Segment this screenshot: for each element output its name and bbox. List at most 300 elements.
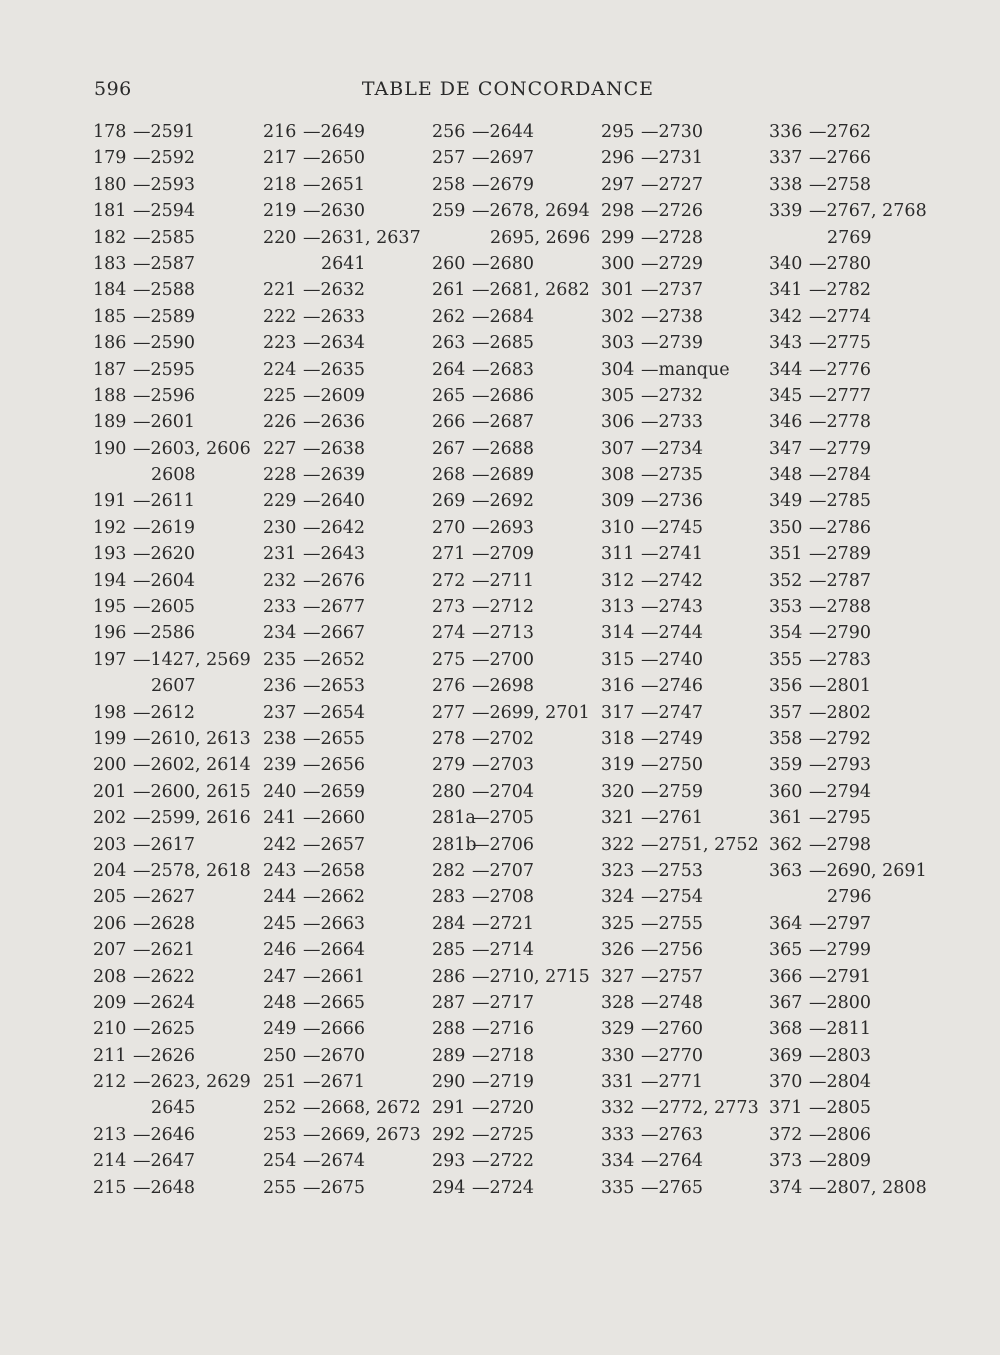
concordance-value: —2788 bbox=[809, 597, 872, 618]
entry-number: 240 bbox=[263, 781, 297, 802]
concordance-entry bbox=[432, 462, 590, 488]
concordance-entry bbox=[93, 594, 251, 620]
entry-number: 199 bbox=[93, 728, 127, 749]
concordance-value: —2657 bbox=[303, 834, 366, 855]
entry-number: 227 bbox=[263, 438, 297, 459]
entry-number: 372 bbox=[769, 1124, 803, 1145]
concordance-entry bbox=[93, 198, 251, 224]
concordance-value: —2730 bbox=[641, 122, 704, 142]
concordance-entry bbox=[93, 884, 251, 910]
entry-number: 361 bbox=[769, 808, 803, 829]
concordance-entry bbox=[769, 357, 927, 383]
entry-number: 178 bbox=[93, 122, 127, 142]
concordance-value: —2665 bbox=[303, 992, 366, 1013]
entry-number: 243 bbox=[263, 860, 297, 881]
entry-number: 303 bbox=[601, 333, 635, 354]
concordance-entry bbox=[432, 198, 590, 224]
concordance-entry bbox=[93, 1016, 251, 1042]
concordance-value: —2639 bbox=[303, 465, 366, 486]
entry-number: 317 bbox=[601, 702, 635, 723]
concordance-column-3 bbox=[432, 119, 590, 1201]
concordance-value: —2753 bbox=[641, 860, 704, 881]
concordance-entry bbox=[769, 383, 927, 409]
entry-number: 318 bbox=[601, 728, 635, 749]
entry-number: 300 bbox=[601, 253, 635, 274]
concordance-entry bbox=[263, 858, 421, 884]
concordance-entry bbox=[93, 145, 251, 171]
entry-number: 228 bbox=[263, 465, 297, 486]
entry-number: 235 bbox=[263, 649, 297, 670]
entry-number: 359 bbox=[769, 755, 803, 776]
concordance-entry bbox=[769, 304, 927, 330]
entry-number: 273 bbox=[432, 597, 466, 618]
entry-number: 219 bbox=[263, 201, 297, 222]
concordance-value: —2727 bbox=[641, 174, 704, 195]
entry-number: 335 bbox=[601, 1177, 635, 1198]
concordance-value: —2635 bbox=[303, 359, 366, 380]
entry-number: 241 bbox=[263, 808, 297, 829]
entry-number: 344 bbox=[769, 359, 803, 380]
entry-number: 279 bbox=[432, 755, 466, 776]
entry-number: 257 bbox=[432, 148, 466, 169]
concordance-value: —2761 bbox=[641, 808, 704, 829]
concordance-value: —2658 bbox=[303, 860, 366, 881]
concordance-value: —2689 bbox=[472, 465, 535, 486]
entry-number: 216 bbox=[263, 122, 297, 142]
entry-number: 290 bbox=[432, 1072, 466, 1093]
concordance-entry bbox=[432, 884, 590, 910]
concordance-entry bbox=[601, 330, 759, 356]
concordance-entry bbox=[769, 172, 927, 198]
concordance-entry bbox=[263, 436, 421, 462]
concordance-value: —2801 bbox=[809, 676, 872, 697]
page-number: 596 bbox=[94, 78, 132, 100]
entry-number: 190 bbox=[93, 438, 127, 459]
entry-number: 323 bbox=[601, 860, 635, 881]
entry-number: 354 bbox=[769, 623, 803, 644]
concordance-entry bbox=[601, 541, 759, 567]
concordance-entry bbox=[601, 145, 759, 171]
entry-number: 366 bbox=[769, 966, 803, 987]
entry-number: 292 bbox=[432, 1124, 466, 1145]
concordance-entry bbox=[263, 541, 421, 567]
entry-number: 320 bbox=[601, 781, 635, 802]
concordance-value: 2769 bbox=[827, 227, 872, 248]
entry-number: 220 bbox=[263, 227, 297, 248]
concordance-value: —2683 bbox=[472, 359, 535, 380]
concordance-entry bbox=[263, 647, 421, 673]
entry-number: 343 bbox=[769, 333, 803, 354]
concordance-entry bbox=[263, 462, 421, 488]
entry-number: 233 bbox=[263, 597, 297, 618]
entry-number: 259 bbox=[432, 201, 466, 222]
entry-number: 328 bbox=[601, 992, 635, 1013]
concordance-entry bbox=[432, 1069, 590, 1095]
concordance-value: —2666 bbox=[303, 1019, 366, 1040]
concordance-value: —2728 bbox=[641, 227, 704, 248]
concordance-entry bbox=[769, 990, 927, 1016]
entry-number: 296 bbox=[601, 148, 635, 169]
concordance-entry bbox=[432, 1148, 590, 1174]
concordance-value: —2605 bbox=[133, 597, 196, 618]
concordance-value: —2726 bbox=[641, 201, 704, 222]
concordance-entry bbox=[432, 172, 590, 198]
entry-number: 187 bbox=[93, 359, 127, 380]
entry-number: 294 bbox=[432, 1177, 466, 1198]
entry-number: 330 bbox=[601, 1045, 635, 1066]
concordance-value: —2621 bbox=[133, 940, 196, 961]
concordance-value: —2771 bbox=[641, 1072, 704, 1093]
concordance-value: —2804 bbox=[809, 1072, 872, 1093]
entry-number: 301 bbox=[601, 280, 635, 301]
concordance-value: —2671 bbox=[303, 1072, 366, 1093]
concordance-value: —2594 bbox=[133, 201, 196, 222]
concordance-value: —2759 bbox=[641, 781, 704, 802]
concordance-entry bbox=[432, 541, 590, 567]
entry-number: 287 bbox=[432, 992, 466, 1013]
entry-number: 270 bbox=[432, 517, 466, 538]
concordance-value: —2751, 2752 bbox=[641, 834, 759, 855]
concordance-entry bbox=[769, 964, 927, 990]
entry-number: 302 bbox=[601, 306, 635, 327]
concordance-value: —2622 bbox=[133, 966, 196, 987]
concordance-value: —2587 bbox=[133, 253, 196, 274]
entry-number: 195 bbox=[93, 597, 127, 618]
concordance-entry bbox=[769, 726, 927, 752]
entry-number: 327 bbox=[601, 966, 635, 987]
concordance-value: —2708 bbox=[472, 887, 535, 908]
concordance-entry bbox=[601, 779, 759, 805]
entry-number: 200 bbox=[93, 755, 127, 776]
concordance-entry bbox=[769, 145, 927, 171]
concordance-entry bbox=[263, 515, 421, 541]
entry-number: 275 bbox=[432, 649, 466, 670]
entry-number: 326 bbox=[601, 940, 635, 961]
concordance-value: —2770 bbox=[641, 1045, 704, 1066]
concordance-value: —2640 bbox=[303, 491, 366, 512]
entry-number: 319 bbox=[601, 755, 635, 776]
concordance-entry bbox=[769, 409, 927, 435]
concordance-entry bbox=[432, 673, 590, 699]
concordance-entry bbox=[601, 858, 759, 884]
concordance-value: —2670 bbox=[303, 1045, 366, 1066]
concordance-entry bbox=[93, 805, 251, 831]
concordance-entry bbox=[93, 304, 251, 330]
entry-number: 262 bbox=[432, 306, 466, 327]
concordance-entry bbox=[432, 620, 590, 646]
concordance-entry bbox=[601, 515, 759, 541]
concordance-entry bbox=[769, 673, 927, 699]
concordance-value: —2775 bbox=[809, 333, 872, 354]
concordance-value: —2799 bbox=[809, 940, 872, 961]
concordance-entry bbox=[93, 119, 251, 145]
concordance-entry bbox=[93, 1069, 251, 1095]
concordance-entry bbox=[769, 752, 927, 778]
page-header bbox=[0, 78, 1000, 108]
entry-number: 282 bbox=[432, 860, 466, 881]
entry-number: 204 bbox=[93, 860, 127, 881]
concordance-entry bbox=[263, 884, 421, 910]
entry-number: 197 bbox=[93, 649, 127, 670]
concordance-value: —2707 bbox=[472, 860, 535, 881]
concordance-entry bbox=[93, 911, 251, 937]
concordance-entry bbox=[601, 620, 759, 646]
entry-number: 250 bbox=[263, 1045, 297, 1066]
concordance-entry bbox=[93, 1175, 251, 1201]
concordance-value: —2791 bbox=[809, 966, 872, 987]
entry-number: 221 bbox=[263, 280, 297, 301]
concordance-value: —2596 bbox=[133, 385, 196, 406]
concordance-entry bbox=[432, 752, 590, 778]
concordance-value: —2656 bbox=[303, 755, 366, 776]
entry-number: 297 bbox=[601, 174, 635, 195]
entry-number: 185 bbox=[93, 306, 127, 327]
concordance-column-5 bbox=[769, 119, 927, 1201]
concordance-value: —2688 bbox=[472, 438, 535, 459]
entry-number: 325 bbox=[601, 913, 635, 934]
entry-number: 311 bbox=[601, 544, 635, 565]
concordance-entry bbox=[93, 700, 251, 726]
entry-number: 189 bbox=[93, 412, 127, 433]
concordance-entry bbox=[263, 1069, 421, 1095]
entry-number: 272 bbox=[432, 570, 466, 591]
concordance-value: —2602, 2614 bbox=[133, 755, 251, 776]
concordance-entry bbox=[769, 858, 927, 884]
entry-number: 223 bbox=[263, 333, 297, 354]
concordance-entry bbox=[93, 779, 251, 805]
concordance-value: —2705 bbox=[472, 808, 535, 829]
concordance-value: —2722 bbox=[472, 1151, 535, 1172]
entry-number: 332 bbox=[601, 1098, 635, 1119]
entry-number: 337 bbox=[769, 148, 803, 169]
entry-number: 349 bbox=[769, 491, 803, 512]
concordance-entry bbox=[601, 1095, 759, 1121]
concordance-value: —2612 bbox=[133, 702, 196, 723]
concordance-value: —2733 bbox=[641, 412, 704, 433]
entry-number: 244 bbox=[263, 887, 297, 908]
entry-number: 266 bbox=[432, 412, 466, 433]
concordance-value: —2655 bbox=[303, 728, 366, 749]
concordance-entry bbox=[432, 119, 590, 145]
concordance-entry bbox=[769, 594, 927, 620]
entry-number: 338 bbox=[769, 174, 803, 195]
concordance-value: —2648 bbox=[133, 1177, 196, 1198]
concordance-value: —2765 bbox=[641, 1177, 704, 1198]
entry-number: 232 bbox=[263, 570, 297, 591]
entry-number: 267 bbox=[432, 438, 466, 459]
concordance-entry bbox=[93, 1043, 251, 1069]
concordance-value: —2731 bbox=[641, 148, 704, 169]
entry-number: 333 bbox=[601, 1124, 635, 1145]
concordance-entry bbox=[93, 726, 251, 752]
concordance-entry bbox=[432, 1095, 590, 1121]
concordance-entry bbox=[769, 251, 927, 277]
entry-number: 222 bbox=[263, 306, 297, 327]
concordance-entry bbox=[93, 277, 251, 303]
entry-number: 198 bbox=[93, 702, 127, 723]
entry-number: 263 bbox=[432, 333, 466, 354]
concordance-entry bbox=[769, 436, 927, 462]
entry-number: 261 bbox=[432, 280, 466, 301]
concordance-entry bbox=[263, 911, 421, 937]
concordance-value: —2589 bbox=[133, 306, 196, 327]
concordance-value: —2664 bbox=[303, 940, 366, 961]
concordance-value: —2757 bbox=[641, 966, 704, 987]
concordance-entry bbox=[432, 436, 590, 462]
concordance-value: —2603, 2606 bbox=[133, 438, 251, 459]
concordance-entry bbox=[601, 884, 759, 910]
concordance-entry bbox=[93, 357, 251, 383]
concordance-value: —2653 bbox=[303, 676, 366, 697]
entry-number: 191 bbox=[93, 491, 127, 512]
concordance-entry bbox=[263, 700, 421, 726]
concordance-entry bbox=[93, 858, 251, 884]
entry-number: 285 bbox=[432, 940, 466, 961]
entry-number: 295 bbox=[601, 122, 635, 142]
concordance-entry bbox=[601, 304, 759, 330]
concordance-entry bbox=[769, 911, 927, 937]
entry-number: 217 bbox=[263, 148, 297, 169]
concordance-value: —2749 bbox=[641, 728, 704, 749]
concordance-value: —2742 bbox=[641, 570, 704, 591]
concordance-value: —2780 bbox=[809, 253, 872, 274]
concordance-value: 2645 bbox=[151, 1098, 196, 1119]
concordance-entry bbox=[769, 462, 927, 488]
entry-number: 276 bbox=[432, 676, 466, 697]
concordance-entry bbox=[263, 304, 421, 330]
concordance-entry bbox=[263, 1175, 421, 1201]
concordance-value: —2588 bbox=[133, 280, 196, 301]
entry-number: 230 bbox=[263, 517, 297, 538]
concordance-value: —2745 bbox=[641, 517, 704, 538]
concordance-entry bbox=[93, 409, 251, 435]
entry-number: 341 bbox=[769, 280, 803, 301]
concordance-entry bbox=[432, 832, 590, 858]
concordance-entry bbox=[432, 145, 590, 171]
concordance-value: —2709 bbox=[472, 544, 535, 565]
concordance-value: —2721 bbox=[472, 913, 535, 934]
concordance-entry bbox=[432, 858, 590, 884]
concordance-value: —2729 bbox=[641, 253, 704, 274]
entry-number: 194 bbox=[93, 570, 127, 591]
concordance-value: —2700 bbox=[472, 649, 535, 670]
entry-number: 231 bbox=[263, 544, 297, 565]
concordance-entry bbox=[93, 647, 251, 673]
concordance-value: —2787 bbox=[809, 570, 872, 591]
concordance-entry bbox=[601, 225, 759, 251]
concordance-entry bbox=[769, 119, 927, 145]
entry-number: 237 bbox=[263, 702, 297, 723]
concordance-value: 2641 bbox=[321, 253, 366, 274]
concordance-value: —2644 bbox=[472, 122, 535, 142]
concordance-entry bbox=[432, 1122, 590, 1148]
concordance-entry bbox=[263, 752, 421, 778]
concordance-value: —2764 bbox=[641, 1151, 704, 1172]
concordance-entry bbox=[263, 119, 421, 145]
concordance-entry bbox=[432, 488, 590, 514]
concordance-value: —2712 bbox=[472, 597, 535, 618]
concordance-entry bbox=[432, 383, 590, 409]
concordance-continuation bbox=[769, 225, 927, 251]
concordance-entry bbox=[93, 251, 251, 277]
entry-number: 205 bbox=[93, 887, 127, 908]
concordance-entry bbox=[601, 1069, 759, 1095]
concordance-value: —2767, 2768 bbox=[809, 201, 927, 222]
entry-number: 218 bbox=[263, 174, 297, 195]
entry-number: 363 bbox=[769, 860, 803, 881]
concordance-value: —2785 bbox=[809, 491, 872, 512]
concordance-value: —2620 bbox=[133, 544, 196, 565]
entry-number: 309 bbox=[601, 491, 635, 512]
concordance-value: —2610, 2613 bbox=[133, 728, 251, 749]
concordance-value: —2802 bbox=[809, 702, 872, 723]
concordance-entry bbox=[601, 119, 759, 145]
concordance-entry bbox=[769, 488, 927, 514]
concordance-value: —2790 bbox=[809, 623, 872, 644]
concordance-entry bbox=[601, 1175, 759, 1201]
concordance-entry bbox=[769, 937, 927, 963]
concordance-entry bbox=[769, 805, 927, 831]
concordance-entry bbox=[601, 805, 759, 831]
concordance-entry bbox=[263, 1016, 421, 1042]
concordance-entry bbox=[601, 277, 759, 303]
concordance-value: —2763 bbox=[641, 1124, 704, 1145]
concordance-entry bbox=[93, 1148, 251, 1174]
concordance-entry bbox=[93, 541, 251, 567]
entry-number: 246 bbox=[263, 940, 297, 961]
concordance-value: —2659 bbox=[303, 781, 366, 802]
entry-number: 321 bbox=[601, 808, 635, 829]
entry-number: 248 bbox=[263, 992, 297, 1013]
concordance-value: —2706 bbox=[472, 834, 535, 855]
concordance-continuation bbox=[769, 884, 927, 910]
entry-number: 334 bbox=[601, 1151, 635, 1172]
concordance-value: —2716 bbox=[472, 1019, 535, 1040]
concordance-entry bbox=[601, 700, 759, 726]
entry-number: 316 bbox=[601, 676, 635, 697]
entry-number: 305 bbox=[601, 385, 635, 406]
concordance-entry bbox=[263, 1122, 421, 1148]
concordance-value: —2626 bbox=[133, 1045, 196, 1066]
entry-number: 214 bbox=[93, 1151, 127, 1172]
concordance-value: —2633 bbox=[303, 306, 366, 327]
concordance-value: —2647 bbox=[133, 1151, 196, 1172]
entry-number: 203 bbox=[93, 834, 127, 855]
entry-number: 226 bbox=[263, 412, 297, 433]
concordance-entry bbox=[601, 568, 759, 594]
concordance-value: —2609 bbox=[303, 385, 366, 406]
concordance-value: —2793 bbox=[809, 755, 872, 776]
concordance-value: 2608 bbox=[151, 465, 196, 486]
concordance-value: —2778 bbox=[809, 412, 872, 433]
concordance-value: —2783 bbox=[809, 649, 872, 670]
concordance-value: —2646 bbox=[133, 1124, 196, 1145]
concordance-entry bbox=[263, 832, 421, 858]
entry-number: 215 bbox=[93, 1177, 127, 1198]
entry-number: 358 bbox=[769, 728, 803, 749]
concordance-value: —2714 bbox=[472, 940, 535, 961]
entry-number: 367 bbox=[769, 992, 803, 1013]
concordance-entry bbox=[769, 1148, 927, 1174]
entry-number: 347 bbox=[769, 438, 803, 459]
entry-number: 201 bbox=[93, 781, 127, 802]
concordance-entry bbox=[601, 990, 759, 1016]
concordance-entry bbox=[432, 937, 590, 963]
concordance-entry bbox=[432, 726, 590, 752]
concordance-value: —2736 bbox=[641, 491, 704, 512]
concordance-entry bbox=[769, 541, 927, 567]
concordance-entry bbox=[263, 145, 421, 171]
